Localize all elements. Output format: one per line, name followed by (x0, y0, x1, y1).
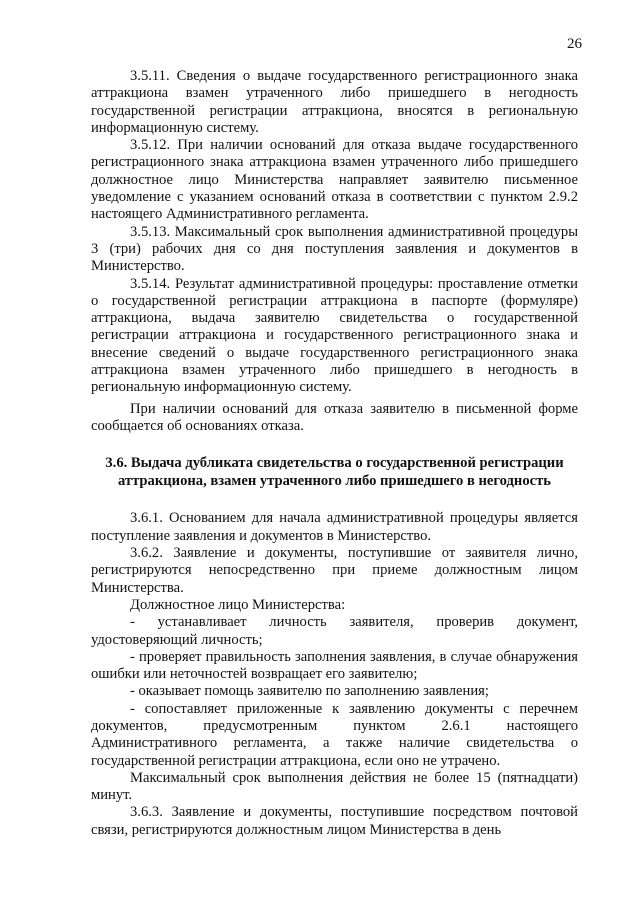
paragraph-3-5-14: 3.5.14. Результат административной процедуры: проставление отметки о государственной регистрации аттракциона в паспорте (формуляре) аттракциона, выдача заявителю свидетельства о государственной регистрации аттракциона и государственного регистрационного знака и внесение сведений о выдаче государственного регистрационного знака аттракциона взамен утраченного либо пришедшего в негодность в региональную информационную систему. (91, 275, 578, 396)
paragraph-3-5-13: 3.5.13. Максимальный срок выполнения административной процедуры 3 (три) рабочих дня со дня поступления заявления и документов в Министерство. (91, 223, 578, 275)
list-item-check-form: - проверяет правильность заполнения заявления, в случае обнаружения ошибки или неточностей возвращает его заявителю; (91, 648, 578, 683)
paragraph-3-5-12: 3.5.12. При наличии оснований для отказа выдаче государственного регистрационного знака аттракциона взамен утраченного либо пришедшего должностное лицо Министерства направляет заявителю письменное уведомление с указанием оснований отказа в соответствии с пунктом 2.9.2 настоящего Административного регламента. (91, 137, 578, 223)
paragraph-3-5-11: 3.5.11. Сведения о выдаче государственного регистрационного знака аттракциона взамен утраченного либо пришедшего в негодность государственной регистрации аттракциона, вносятся в региональную информационную систему. (91, 68, 578, 136)
paragraph-refusal-note: При наличии оснований для отказа заявителю в письменной форме сообщается об основаниях отказа. (91, 400, 578, 434)
document-body (91, 68, 578, 839)
paragraph-official-intro: Должностное лицо Министерства: (130, 596, 346, 613)
page-number: 26 (567, 36, 582, 52)
list-item-identity: - устанавливает личность заявителя, проверив документ, удостоверяющий личность; (91, 614, 578, 648)
paragraph-3-6-1: 3.6.1. Основанием для начала административной процедуры является поступление заявления и документов в Министерство. (91, 510, 578, 544)
paragraph-max-time: Максимальный срок выполнения действия не более 15 (пятнадцати) минут. (91, 769, 578, 804)
list-item-help: - оказывает помощь заявителю по заполнению заявления; (130, 683, 489, 700)
section-title-3-6: 3.6. Выдача дубликата свидетельства о государственной регистрации аттракциона, взамен утраченного либо пришедшего в негодность (105, 455, 564, 489)
paragraph-3-6-2: 3.6.2. Заявление и документы, поступившие от заявителя лично, регистрируются непосредственно при приеме должностным лицом Министерства. (91, 545, 578, 596)
paragraph-3-6-3: 3.6.3. Заявление и документы, поступившие посредством почтовой связи, регистрируются должностным лицом Министерства в день (91, 804, 578, 838)
list-item-compare-documents: - сопоставляет приложенные к заявлению документы с перечнем документов, предусмотренным пунктом 2.6.1 настоящего Административного регламента, а также наличие свидетельства о государственной регистрации аттракциона, если оно не утрачено. (91, 700, 578, 769)
